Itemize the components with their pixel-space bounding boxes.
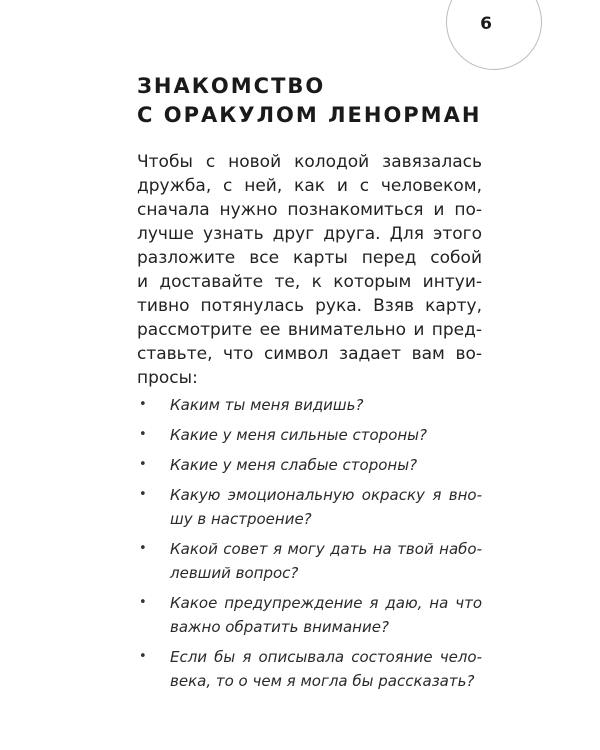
- intro-line: рассмотрите ее внимательно и пред-: [137, 320, 482, 340]
- question-item: [137, 483, 482, 531]
- bullet-icon: •: [139, 541, 147, 556]
- question-line: Какую эмоциональную окраску я вно-: [170, 486, 482, 504]
- question-line: века, то о чем я могла бы рассказать?: [170, 672, 475, 690]
- intro-line: дружба, с ней, как и с человеком,: [137, 176, 482, 196]
- question-item: [137, 645, 482, 693]
- chapter-title: [137, 72, 481, 130]
- intro-line: разложите все карты перед собой: [137, 248, 482, 268]
- question-list: [137, 393, 482, 699]
- question-line: Какие у меня слабые стороны?: [170, 456, 418, 474]
- chapter-title-line-1: ЗНАКОМСТВО: [137, 74, 326, 98]
- intro-line: и доставайте те, к которым интуи-: [137, 272, 482, 292]
- question-item: [137, 453, 482, 477]
- intro-line: ставьте, что символ задает вам во-: [137, 344, 482, 364]
- bullet-icon: •: [139, 427, 147, 442]
- bullet-icon: •: [139, 397, 147, 412]
- question-line: Какой совет я могу дать на твой набо-: [170, 540, 482, 558]
- bullet-icon: •: [139, 649, 147, 664]
- question-line: Какие у меня сильные стороны?: [170, 426, 427, 444]
- question-line: Каким ты меня видишь?: [170, 396, 364, 414]
- bullet-icon: •: [139, 487, 147, 502]
- intro-line: тивно потянулась рука. Взяв карту,: [137, 296, 482, 316]
- question-line: Какое предупреждение я даю, на что: [170, 594, 482, 612]
- question-line: шу в настроение?: [170, 510, 312, 528]
- question-item: [137, 423, 482, 447]
- intro-line: лучше узнать друг друга. Для этого: [137, 224, 482, 244]
- bullet-icon: •: [139, 595, 147, 610]
- bullet-icon: •: [139, 457, 147, 472]
- question-item: [137, 393, 482, 417]
- intro-line: сначала нужно познакомиться и по-: [137, 200, 482, 220]
- question-line: важно обратить внимание?: [170, 618, 389, 636]
- intro-line: Чтобы с новой колодой завязалась: [137, 152, 482, 172]
- question-line: левший вопрос?: [170, 564, 299, 582]
- page-number-arc: [446, 0, 542, 70]
- page-number: 6: [480, 14, 492, 34]
- question-item: [137, 591, 482, 639]
- question-line: Если бы я описывала состояние чело-: [170, 648, 482, 666]
- chapter-title-line-2: С ОРАКУЛОМ ЛЕНОРМАН: [137, 103, 482, 127]
- intro-paragraph: [137, 150, 482, 390]
- question-item: [137, 537, 482, 585]
- intro-line: просы:: [137, 368, 198, 388]
